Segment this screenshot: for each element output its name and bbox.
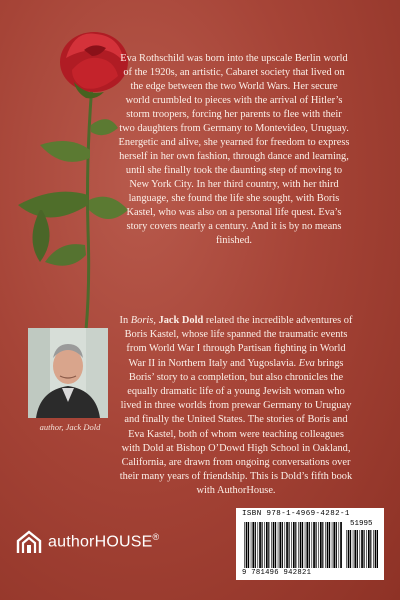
registered-mark: ® xyxy=(152,532,160,543)
blurb-bottom-part2: brings Boris’ story to a completion, but also chronicles the equally dramatic life of a young Jewish woman who lived in three worlds from prewar Germany to Uruguay and finally the United States. The stories of Boris and Eva Kastel, both of whom were teaching colleagues with Dold at Bishop O’Dowd High School in Oakland, California, are drawn from ongoing conversations over their many years of friendship. This is Dold’s fifth book with AuthorHouse. xyxy=(119,357,353,497)
book-title-eva: Eva xyxy=(298,357,315,369)
blurb-top: Eva Rothschild was born into the upscale Berlin world of the 1920s, an artistic, Cabaret society that lived on the edge between the two World Wars. Her secure world crumbled to pieces with the arrival of Hitler’s storm troopers, forcing her parents to flee with their two daughters from Germany to Montevideo, Uruguay. Energetic and alive, she yearned for freedom to express herself in her own fashion, through dance and learning, until she finally took the daunting step of moving to New York City. In her third country, with her third language, she found the life she sought, with Boris Kastel, who was also on a personal life quest. Eva’s story covers nearly a century. And it is by no means finished. xyxy=(118,53,350,246)
barcode-bars xyxy=(244,522,342,568)
publisher-logo xyxy=(16,528,159,556)
isbn-text: ISBN 978-1-4969-4282-1 xyxy=(242,510,350,518)
isbn-barcode xyxy=(236,508,384,580)
photo-caption: author, Jack Dold xyxy=(39,422,101,432)
author-photo xyxy=(28,328,108,418)
publisher-name-text: authorHOUSE xyxy=(48,533,153,551)
author-name: Jack Dold xyxy=(158,315,204,326)
blurb-bottom: In Boris, Jack Dold related the incredible adventures of Boris Kastel, whose life spanned the traumatic events from World War I through Partisan fighting in World War II in Northern Italy and Yugoslavia. Eva brings Boris’ story to a completion, but also chronicles the equally dramatic life of a young Jewish woman who lived in three worlds from prewar Germany to Uruguay and finally the United States. The stories of Boris and Eva Kastel, both of whom were teaching colleagues with Dold at Bishop O’Dowd High School in Oakland, California, are drawn from ongoing conversations over their many years of friendship. This is Dold’s fifth book with AuthorHouse. xyxy=(119,315,353,497)
blurb-bottom-in: In xyxy=(119,315,129,326)
book-title-boris: Boris xyxy=(130,315,154,326)
price-code: 51995 xyxy=(350,520,373,528)
barcode-number: 9 781496 942821 xyxy=(242,569,312,577)
barcode-addon-bars xyxy=(346,530,378,568)
authorhouse-logo-icon xyxy=(16,529,42,555)
blurb-bottom-part1: related the incredible adventures of Boris Kastel, whose life spanned the traumatic events from World War I through Partisan fighting in World War II in Northern Italy and Yugoslavia. xyxy=(124,315,353,369)
publisher-name xyxy=(48,532,159,551)
